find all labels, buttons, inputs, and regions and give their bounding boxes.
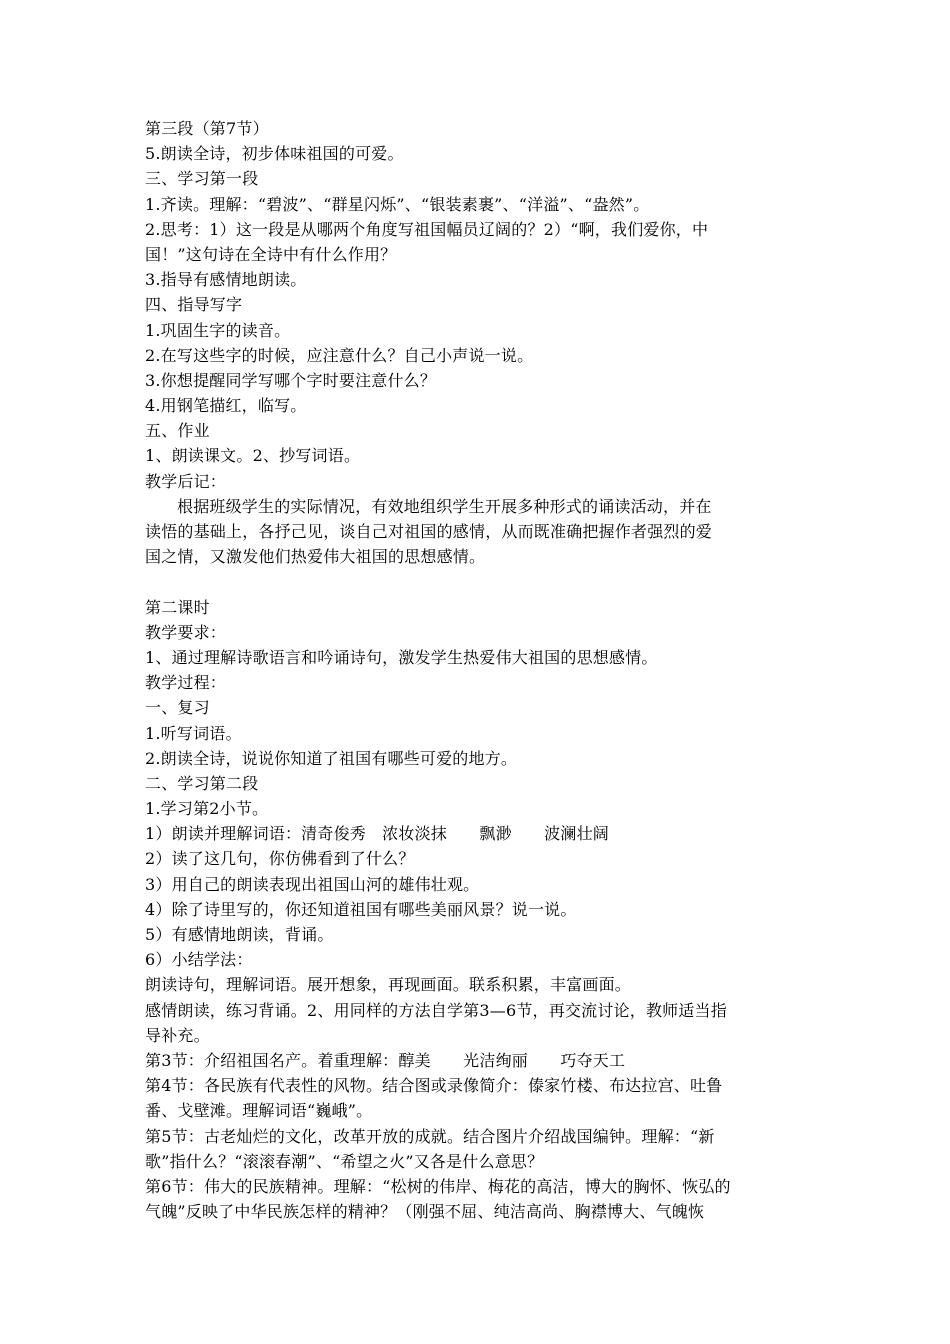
text-line: 1、朗读课文。2、抄写词语。 <box>145 446 361 466</box>
text-line: 歌”指什么？“滚滚春潮”、“希望之火”又各是什么意思？ <box>145 1151 544 1171</box>
text-line <box>145 569 807 594</box>
text-line: 第三段（第7节） <box>145 119 269 138</box>
text-line: 1.巩固生字的读音。 <box>145 320 291 340</box>
text-line: 教学过程： <box>145 673 227 693</box>
text-line: 3.指导有感情地朗读。 <box>145 270 307 290</box>
text-line: 三、学习第一段 <box>145 169 259 189</box>
text-line: 1、通过理解诗歌语言和吟诵诗句，激发学生热爱伟大祖国的思想感情。 <box>145 647 658 667</box>
text-line: 二、学习第二段 <box>145 773 259 793</box>
document-body <box>145 116 807 1224</box>
text-line: 番、戈壁滩。理解词语“巍峨”。 <box>145 1101 373 1121</box>
text-line: 5.朗读全诗，初步体味祖国的可爱。 <box>145 144 404 164</box>
text-line: 第5节：古老灿烂的文化，改革开放的成就。结合图片介绍战国编钟。理解：“新 <box>145 1126 715 1146</box>
text-line: 导补充。 <box>145 1025 210 1045</box>
text-line: 4.用钢笔描红，临写。 <box>145 396 307 416</box>
text-line: 教学要求： <box>145 622 227 642</box>
text-line: 第3节：介绍祖国名产。着重理解：醇美 光洁绚丽 巧夺天工 <box>145 1050 626 1070</box>
text-line: 5）有感情地朗读，背诵。 <box>145 925 334 944</box>
text-line: 教学后记： <box>145 471 227 491</box>
text-line: 6）小结学法： <box>145 950 253 970</box>
text-line: 第4节：各民族有代表性的风物。结合图或录像简介：傣家竹楼、布达拉宫、吐鲁 <box>145 1076 723 1096</box>
text-line: 气魄”反映了中华民族怎样的精神？（刚强不屈、纯洁高尚、胸襟博大、气魄恢 <box>145 1202 705 1222</box>
text-line: 2.思考：1）这一段是从哪两个角度写祖国幅员辽阔的？2）“啊，我们爱你，中 <box>145 219 709 239</box>
text-line: 读悟的基础上，各抒己见，谈自己对祖国的感情，从而既准确把握作者强烈的爱 <box>145 522 713 541</box>
text-line: 1）朗读并理解词语：清奇俊秀 浓妆淡抹 飘渺 波澜壮阔 <box>145 824 609 844</box>
text-line: 1.齐读。理解：“碧波”、“群星闪烁”、“银装素裹”、“洋溢”、“盎然”。 <box>145 194 650 214</box>
text-line: 2.朗读全诗，说说你知道了祖国有哪些可爱的地方。 <box>145 748 518 768</box>
text-line: 第6节：伟大的民族精神。理解：“松树的伟岸、梅花的高洁，博大的胸怀、恢弘的 <box>145 1176 731 1196</box>
text-line: 3.你想提醒同学写哪个字时要注意什么？ <box>145 370 437 390</box>
text-line: 2.在写这些字的时候，应注意什么？自己小声说一说。 <box>145 345 534 365</box>
text-line: 2）读了这几句，你仿佛看到了什么？ <box>145 849 415 869</box>
text-line: 朗读诗句，理解词语。展开想象，再现画面。联系积累，丰富画面。 <box>145 975 632 995</box>
text-line: 3）用自己的朗读表现出祖国山河的雄伟壮观。 <box>145 874 480 894</box>
text-line: 第二课时 <box>145 597 210 617</box>
text-line: 四、指导写字 <box>145 295 243 315</box>
text-line: 一、复习 <box>145 698 210 718</box>
text-line: 国之情，又激发他们热爱伟大祖国的思想感情。 <box>145 547 486 567</box>
text-line: 1.学习第2小节。 <box>145 799 269 819</box>
text-line: 五、作业 <box>145 421 210 441</box>
text-line: 国！”这句诗在全诗中有什么作用？ <box>145 244 397 264</box>
text-line: 1.听写词语。 <box>145 723 242 743</box>
text-line: 4）除了诗里写的，你还知道祖国有哪些美丽风景？说一说。 <box>145 899 577 919</box>
text-line: 感情朗读，练习背诵。2、用同样的方法自学第3—6节，再交流讨论，教师适当指 <box>145 1000 727 1020</box>
text-line: 根据班级学生的实际情况，有效地组织学生开展多种形式的诵读活动，并在 <box>177 496 712 516</box>
